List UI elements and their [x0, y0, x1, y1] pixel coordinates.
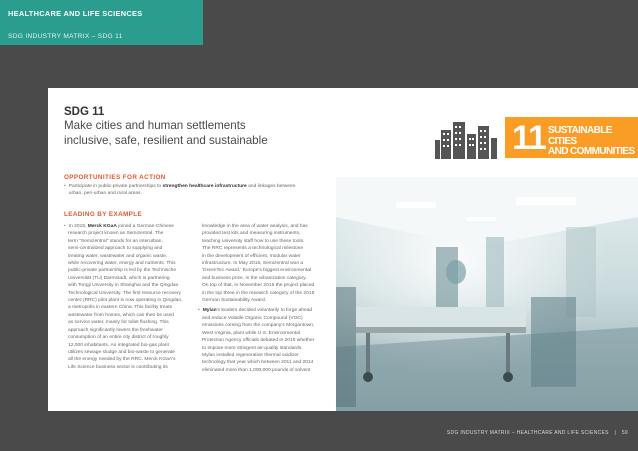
text-line: research project known as Semizentral. The — [68, 231, 164, 237]
footer-page-number: 59 — [621, 430, 628, 436]
text-line: knowledge in the area of water analysis, and has — [202, 224, 308, 229]
leading-column-1 — [64, 223, 184, 371]
text-line: semi-centralized approach to supplying and — [68, 246, 163, 252]
text-line: all the energy needed by the RRC. Merck KGaA's — [68, 357, 176, 363]
leading-column-2 — [198, 223, 330, 374]
city-buildings-icon — [435, 118, 498, 159]
text-line: technology that year which between 2011 and 2014 — [202, 360, 314, 366]
sdg-title-line2: inclusive, safe, resilient and sustainable — [64, 133, 268, 147]
text-line: and business prize, in the urbanization category. — [202, 275, 307, 281]
text-line: Universität (TU) Darmstadt, which is partnering — [68, 275, 170, 281]
text-line: Mylan installed regenerative thermal oxidizer — [202, 352, 299, 358]
footer-separator: | — [614, 430, 617, 436]
footer-text: SDG INDUSTRY MATRIX – HEALTHCARE AND LIFE SCIENCES — [446, 430, 609, 436]
page-footer — [447, 430, 628, 436]
text-line: consumption of an entire city district of roughly — [68, 335, 169, 341]
leading-bullet-merck: • In 2015, Merck KGaA joined a German-Chinese — [64, 224, 174, 229]
text-line: West Virginia, plant while U.S. Environmental — [202, 330, 300, 336]
sdg-title — [64, 119, 364, 148]
header-title: HEALTHCARE AND LIFE SCIENCES — [8, 9, 143, 18]
text-line: center (RRC) pilot plant is now operating in Qingdao, — [68, 298, 183, 304]
column-2-lines — [198, 223, 330, 304]
text-line: in the development of efficient, modular water — [202, 253, 301, 259]
goal-badge-line2: AND COMMUNITIES — [548, 146, 635, 157]
sdg-number: SDG 11 — [64, 106, 105, 118]
sdg-goal-badge — [505, 117, 638, 158]
text-line: German Sustainability Award. — [202, 298, 267, 304]
text-line: 12,000 inhabitants. An integrated bio-gas plant — [68, 342, 169, 348]
text-line: a metropolis in eastern China. This facility treats — [68, 305, 173, 311]
leading-bullet-mylan: • Mylan's leaders decided voluntarily to forge ahead — [198, 308, 313, 314]
text-line: public-private partnership is led by the Technische — [68, 268, 177, 274]
goal-badge-number: 11 — [512, 119, 546, 157]
bullet-icon: • — [64, 224, 66, 229]
goal-badge-line1: SUSTAINABLE CITIES — [548, 125, 612, 147]
opportunity-bullet: • Participate in public-private partnerships to strengthen healthcare infrastructure and linkages between urban, peri-urban and rural areas. — [64, 184, 296, 197]
header-subtitle: SDG INDUSTRY MATRIX – SDG 11 — [8, 33, 123, 40]
text-line: Protection Agency officials debated in 2015 whether — [202, 338, 315, 344]
column-2b-lines — [198, 315, 330, 374]
text-line: eliminated more than 1,000,000 pounds of solvent — [202, 367, 311, 373]
text-line: while recovering water, energy and nutrients. This — [68, 261, 176, 267]
text-line: infrastructure. In May 2015, Semizentral won a — [202, 261, 304, 267]
text-line: Life Science business sector is contributing its — [68, 364, 168, 370]
text-line: wastewater from homes, which can then be used — [68, 312, 175, 318]
text-line: as service water, mainly for toilet flushing. This — [68, 320, 169, 326]
text-line: The RRC represents a technological milestone — [202, 246, 304, 252]
bullet-icon: • — [198, 308, 200, 314]
text-line: term "Semizentral" stands for an interurban, — [68, 238, 163, 244]
text-line: in the top three in the research category of the 2015 — [202, 290, 315, 296]
text-line: treating water, wastewater and organic waste, — [68, 253, 168, 259]
opportunities-text — [64, 183, 324, 198]
sdg-title-line1: Make cities and human settlements — [64, 119, 246, 132]
opportunities-heading: OPPORTUNITIES FOR ACTION — [64, 174, 166, 181]
text-line: with Tongji University in Shanghai and the Qingdao — [68, 283, 179, 289]
text-line: to impose more stringent air-quality standards. — [202, 345, 303, 351]
text-line: emissions coming from the company's Morgantown, — [202, 323, 315, 329]
text-line: teaching university staff how to use these tools. — [202, 238, 305, 244]
content-page — [48, 88, 638, 411]
bullet-icon: • — [64, 184, 66, 189]
text-line: Technological University. The first resource recovery — [68, 290, 181, 296]
hospital-corridor-photo — [336, 177, 638, 411]
text-line: and reduce Volatile Organic Compound (VOC) — [202, 315, 303, 321]
column-1-lines — [64, 230, 184, 371]
text-line: 'GreenTec Award,' Europe's biggest environmental — [202, 268, 312, 274]
text-line: On top of that, in November 2015 the project placed — [202, 283, 315, 289]
header-banner — [0, 0, 203, 45]
text-line: approach significantly lowers the freshwater — [68, 327, 163, 333]
text-line: utilizes sewage sludge and bio-waste to generate — [68, 349, 175, 355]
text-line: provided test kits and measuring instruments, — [202, 231, 301, 237]
goal-badge-text — [548, 126, 638, 158]
leading-heading: LEADING BY EXAMPLE — [64, 211, 143, 218]
